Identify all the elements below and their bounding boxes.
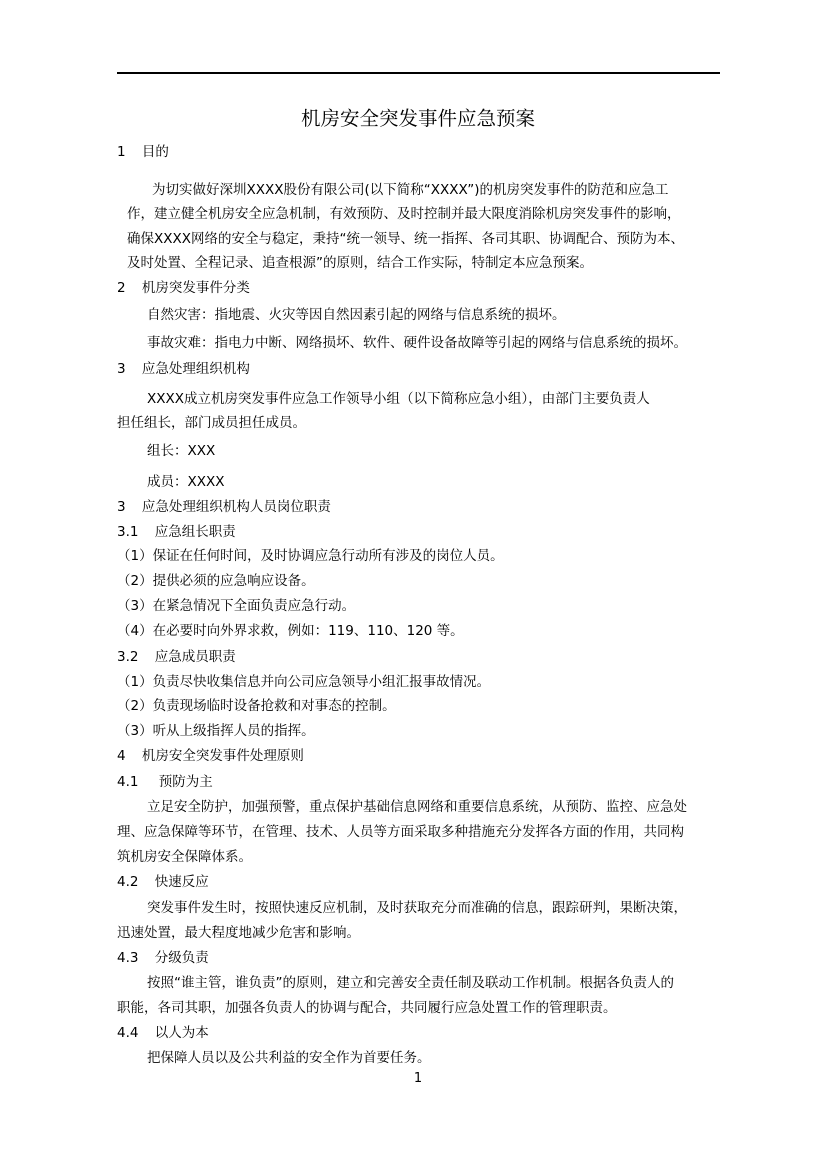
list-item: （4）在必要时向外界求救，例如：119、110、120 等。 (117, 623, 464, 639)
paragraph-line: 筑机房安全保障体系。 (117, 849, 252, 865)
paragraph-line: 作，建立健全机房安全应急机制，有效预防、及时控制并最大限度消除机房突发事件的影响， (127, 206, 681, 222)
subsection-title: 以人为本 (154, 1025, 209, 1041)
section-title: 目的 (141, 144, 169, 160)
subsection-title: 快速反应 (154, 874, 209, 890)
paragraph-line: 按照“谁主管，谁负责”的原则，建立和完善安全责任制及联动工作机制。根据各负责人的 (147, 975, 674, 991)
subsection-number: 3.2 (117, 649, 139, 665)
list-item: （3）听从上级指挥人员的指挥。 (117, 723, 315, 739)
subsection-number: 4.2 (117, 874, 139, 890)
subsection-title: 应急组长职责 (154, 524, 236, 540)
list-item: （2）负责现场临时设备抢救和对事态的控制。 (117, 698, 396, 714)
paragraph-line: 理、应急保障等环节，在管理、技术、人员等方面采取多种措施充分发挥各方面的作用，共同构 (117, 824, 684, 840)
paragraph-line: 及时处置、全程记录、追查根源”的原则，结合工作实际，特制定本应急预案。 (127, 255, 593, 271)
header-rule (117, 72, 720, 74)
subsection-3-1-heading (117, 523, 236, 541)
subsection-title: 分级负责 (154, 950, 209, 966)
subsection-4-3-heading (117, 949, 209, 967)
paragraph-line: XXXX成立机房突发事件应急工作领导小组（以下简称应急小组），由部门主要负责人 (147, 391, 650, 407)
document-title: 机房安全突发事件应急预案 (300, 107, 535, 130)
paragraph-line: 突发事件发生时，按照快速反应机制，及时获取充分而准确的信息，跟踪研判，果断决策， (147, 900, 687, 916)
section-title: 机房安全突发事件处理原则 (141, 748, 304, 764)
paragraph-line: 确保XXXX网络的安全与稳定，秉持“统一领导、统一指挥、各司其职、协调配合、预防为本、 (127, 231, 684, 247)
section-number: 2 (117, 280, 126, 296)
subsection-4-2-heading (117, 873, 209, 891)
page-number: 1 (413, 1071, 423, 1086)
leader-line: 组长：XXX (147, 443, 216, 459)
subsection-number: 4.3 (117, 950, 139, 966)
section-title: 机房突发事件分类 (141, 280, 250, 296)
section-number: 3 (117, 361, 126, 377)
paragraph-line: 职能，各司其职，加强各负责人的协调与配合，共同履行应急处置工作的管理职责。 (117, 1000, 617, 1016)
subsection-3-2-heading (117, 648, 236, 666)
subsection-4-4-heading (117, 1024, 209, 1042)
paragraph-line: 立足安全防护，加强预警，重点保护基础信息网络和重要信息系统，从预防、监控、应急处 (147, 799, 687, 815)
section-number: 1 (117, 144, 126, 160)
section-number: 4 (117, 748, 126, 764)
section-1-heading (117, 143, 169, 161)
list-item: （1）负责尽快收集信息并向公司应急领导小组汇报事故情况。 (117, 674, 491, 690)
subsection-number: 4.4 (117, 1025, 139, 1041)
paragraph-line: 迅速处置，最大程度地减少危害和影响。 (117, 925, 360, 941)
section-number: 3 (117, 499, 126, 515)
subsection-number: 3.1 (117, 524, 139, 540)
section-title: 应急处理组织机构 (141, 361, 250, 377)
section-4-heading (117, 747, 304, 765)
list-item: （2）提供必须的应急响应设备。 (117, 573, 315, 589)
natural-disaster-text: 自然灾害：指地震、火灾等因自然因素引起的网络与信息系统的损坏。 (147, 307, 566, 323)
paragraph-line: 担任组长，部门成员担任成员。 (117, 415, 306, 431)
subsection-4-1-heading (117, 773, 213, 791)
subsection-title: 应急成员职责 (154, 649, 236, 665)
paragraph-line: 把保障人员以及公共利益的安全作为首要任务。 (147, 1050, 431, 1066)
subsection-number: 4.1 (117, 774, 139, 790)
list-item: （3）在紧急情况下全面负责应急行动。 (117, 598, 356, 614)
section-title: 应急处理组织机构人员岗位职责 (141, 499, 331, 515)
section-3-heading (117, 360, 250, 378)
accident-disaster-text: 事故灾难：指电力中断、网络损坏、软件、硬件设备故障等引起的网络与信息系统的损坏。 (147, 335, 687, 351)
list-item: （1）保证在任何时间，及时协调应急行动所有涉及的岗位人员。 (117, 548, 504, 564)
section-3b-heading (117, 498, 331, 516)
paragraph-line: 为切实做好深圳XXXX股份有限公司(以下简称“XXXX”)的机房突发事件的防范和应急工 (152, 182, 669, 198)
section-2-heading (117, 279, 250, 297)
members-line: 成员：XXXX (147, 474, 225, 490)
subsection-title: 预防为主 (158, 774, 213, 790)
